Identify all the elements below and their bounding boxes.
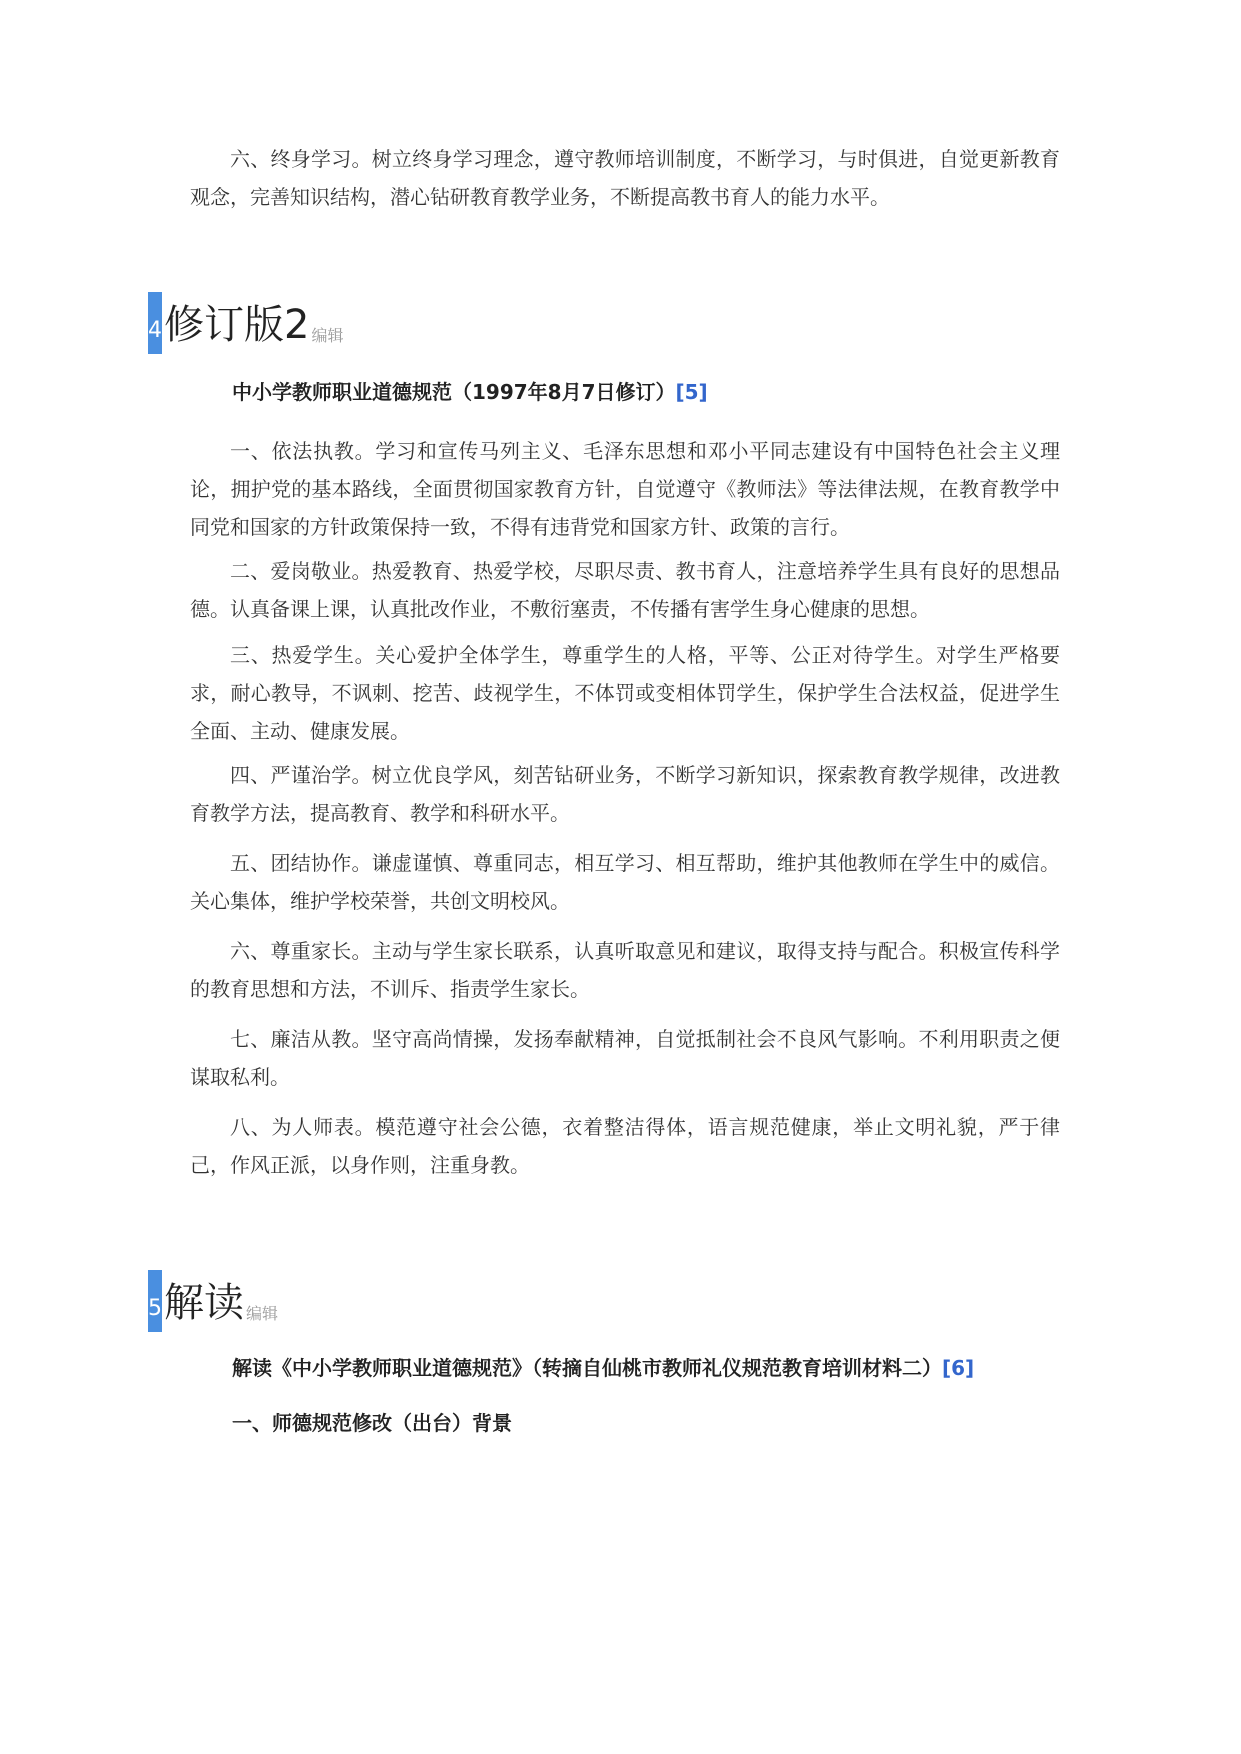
heading-marker <box>148 1270 162 1332</box>
heading-marker <box>148 292 162 354</box>
edit-link[interactable]: 编辑 <box>246 1304 279 1323</box>
section-heading-interpretation <box>148 1268 278 1332</box>
paragraph: 七、廉洁从教。坚守高尚情操，发扬奉献精神，自觉抵制社会不良风气影响。不利用职责之便谋取私利。 <box>190 1027 1060 1089</box>
paragraph: 五、团结协作。谦虚谨慎、尊重同志，相互学习、相互帮助，维护其他教师在学生中的威信。关心集体，维护学校荣誉，共创文明校风。 <box>190 851 1060 913</box>
paragraph: 八、为人师表。模范遵守社会公德，衣着整洁得体，语言规范健康，举止文明礼貌，严于律己，作风正派，以身作则，注重身教。 <box>190 1115 1060 1177</box>
section-title: 修订版2 <box>164 302 310 348</box>
revision-subtitle <box>232 377 708 407</box>
reference-link[interactable]: [6] <box>942 1356 975 1380</box>
edit-link[interactable]: 编辑 <box>311 326 344 345</box>
revision-subtitle-text: 中小学教师职业道德规范（1997年8月7日修订） <box>232 380 676 404</box>
reference-link[interactable]: [5] <box>675 380 708 404</box>
paragraph: 三、热爱学生。关心爱护全体学生，尊重学生的人格，平等、公正对待学生。对学生严格要求，耐心教导，不讽刺、挖苦、歧视学生，不体罚或变相体罚学生，保护学生合法权益，促进学生全面、主动、健康发展。 <box>190 643 1060 743</box>
intro-paragraph: 六、终身学习。树立终身学习理念，遵守教师培训制度，不断学习，与时俱进，自觉更新教育观念，完善知识结构，潜心钻研教育教学业务，不断提高教书育人的能力水平。 <box>190 147 1060 209</box>
section-title: 解读 <box>164 1280 244 1326</box>
paragraph: 二、爱岗敬业。热爱教育、热爱学校，尽职尽责、教书育人，注意培养学生具有良好的思想品德。认真备课上课，认真批改作业，不敷衍塞责，不传播有害学生身心健康的思想。 <box>190 559 1060 621</box>
section-heading-revision2 <box>148 290 343 354</box>
section-number: 5 <box>148 1296 162 1321</box>
paragraph: 四、严谨治学。树立优良学风，刻苦钻研业务，不断学习新知识，探索教育教学规律，改进教育教学方法，提高教育、教学和科研水平。 <box>190 763 1060 825</box>
background-subheading: 一、师德规范修改（出台）背景 <box>232 1411 512 1435</box>
interpretation-subtitle <box>232 1353 974 1383</box>
section-number: 4 <box>148 318 162 343</box>
paragraph: 六、尊重家长。主动与学生家长联系，认真听取意见和建议，取得支持与配合。积极宣传科学的教育思想和方法，不训斥、指责学生家长。 <box>190 939 1060 1001</box>
interpretation-subtitle-text: 解读《中小学教师职业道德规范》（转摘自仙桃市教师礼仪规范教育培训材料二） <box>232 1356 942 1380</box>
paragraph: 一、依法执教。学习和宣传马列主义、毛泽东思想和邓小平同志建设有中国特色社会主义理论，拥护党的基本路线，全面贯彻国家教育方针，自觉遵守《教师法》等法律法规，在教育教学中同党和国家的方针政策保持一致，不得有违背党和国家方针、政策的言行。 <box>190 439 1060 539</box>
